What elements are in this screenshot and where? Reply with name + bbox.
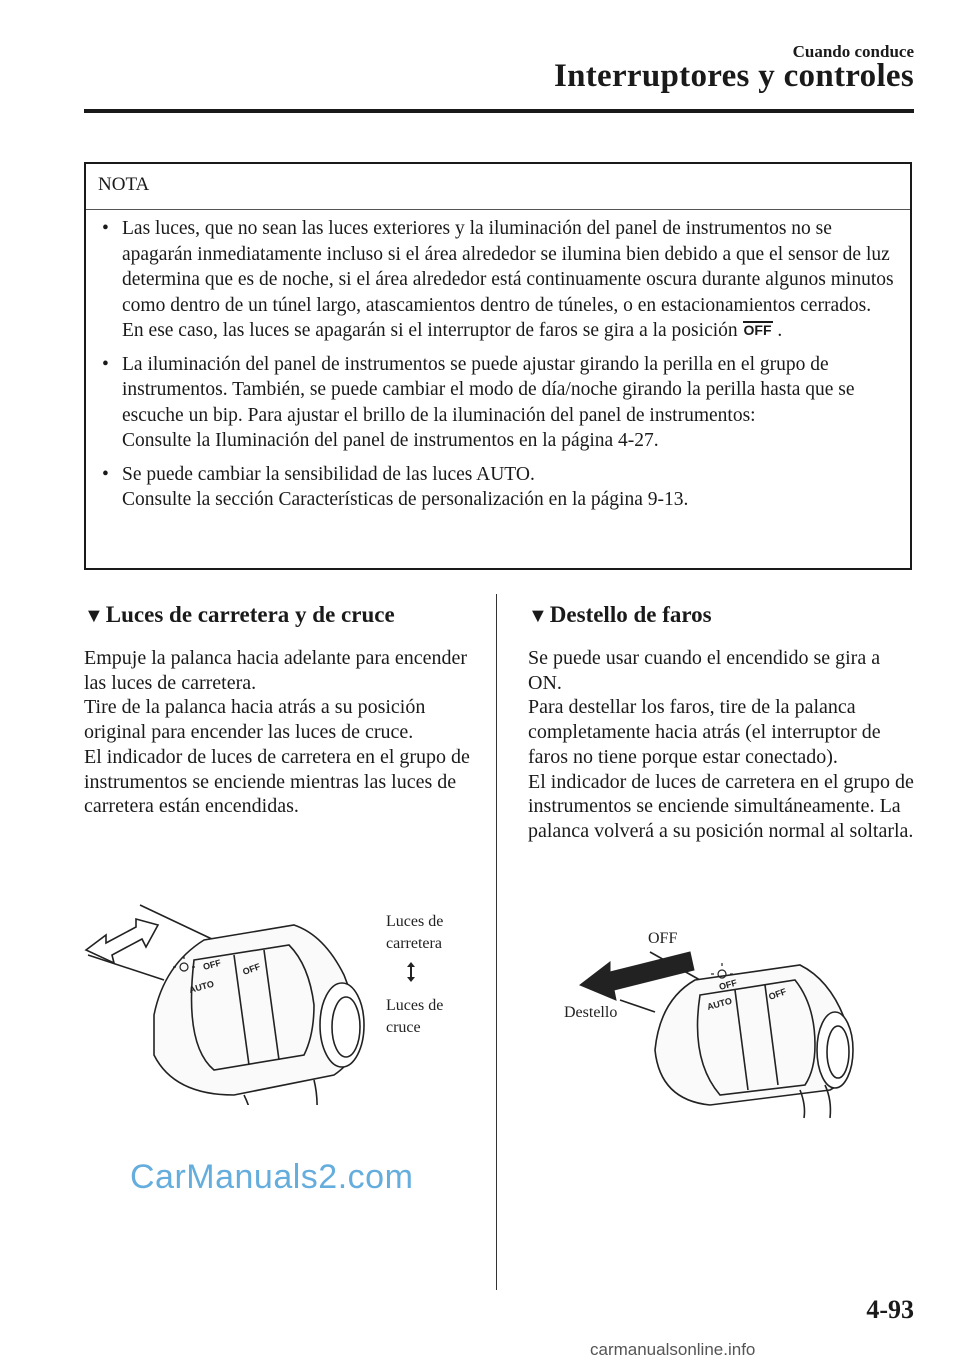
note-divider: [86, 209, 910, 210]
off-symbol: OFF: [743, 322, 772, 338]
lever-marking-off: OFF: [201, 957, 222, 972]
column-divider: [496, 594, 497, 1290]
paragraph: El indicador de luces de carretera en el grupo de instrumentos se enciende mientras las luces de carretera están encendidas.: [84, 745, 470, 818]
lever-marking-off: OFF: [767, 986, 788, 1002]
label-flash: Destello: [564, 1004, 618, 1021]
section-title-text: Luces de carretera y de cruce: [105, 602, 395, 627]
section-title-high-low-beam: [84, 602, 395, 628]
section-body: [84, 646, 484, 819]
leader-line: [88, 955, 164, 980]
header-rule: [84, 109, 914, 113]
paragraph: Empuje la palanca hacia adelante para encender las luces de carretera.: [84, 647, 468, 694]
lever-marking-auto: AUTO: [187, 978, 215, 995]
pull-arrow-icon: [580, 952, 694, 1000]
paragraph: Se puede usar cuando el encendido se gira a ON.: [528, 647, 881, 694]
label-high-beam: Luces de carretera: [386, 913, 444, 952]
paragraph: El indicador de luces de carretera en el grupo de instrumentos se enciende simultáneamente. La palanca volverá a su posición normal al soltarla.: [528, 770, 914, 842]
up-down-arrow-icon: [406, 962, 416, 982]
double-arrow-icon: [86, 919, 158, 963]
page-number: 4-93: [866, 1295, 914, 1324]
lever-marking-auto: AUTO: [705, 995, 733, 1012]
lever-marking-off: OFF: [717, 977, 738, 992]
header-section: Cuando conduce: [792, 42, 914, 61]
section-title-flash: [528, 602, 712, 628]
section-body: [528, 646, 916, 844]
lever-stalk: [244, 1095, 252, 1105]
note-item-line2: [122, 318, 896, 344]
lever-figure-high-low: [84, 895, 384, 1105]
lever-stalk: [314, 1080, 317, 1105]
note-box: [84, 162, 912, 570]
paragraph: Para destellar los faros, tire de la palanca completamente hacia atrás (el interruptor de faros no tiene porque estar conectado).: [528, 696, 881, 768]
note-title: NOTA: [98, 174, 150, 195]
note-item: [100, 352, 896, 454]
watermark: CarManuals2.com: [130, 1158, 414, 1196]
paragraph: Tire de la palanca hacia atrás a su posición original para encender las luces de cruce.: [84, 696, 426, 744]
footer-watermark: carmanualsonline.info: [590, 1340, 756, 1359]
note-item: [100, 216, 896, 344]
triangle-bullet-icon: ▼: [528, 605, 548, 627]
note-item-line2-text: En ese caso, las luces se apagarán si el interruptor de faros se gira a la posición: [122, 320, 738, 341]
section-title-text: Destello de faros: [549, 602, 712, 627]
lever-figure-flash: [570, 940, 860, 1120]
note-item-text: • La iluminación del panel de instrumentos se puede ajustar girando la perilla en el grupo de instrumentos. También, se puede cambiar el modo de día/noche girando la perilla hasta que se escuche un bip. Para ajustar el brillo de la iluminación del panel de instrumentos:: [122, 353, 855, 426]
note-item-line2: Consulte la Iluminación del panel de instrumentos en la página 4-27.: [122, 430, 659, 451]
note-item-text: • Se puede cambiar la sensibilidad de las luces AUTO.: [122, 463, 535, 485]
label-off: OFF: [648, 930, 678, 947]
note-item-line2: Consulte la sección Características de personalización en la página 9-13.: [122, 489, 689, 510]
note-list: [100, 214, 896, 513]
triangle-bullet-icon: ▼: [84, 605, 104, 627]
note-item-line2-end: .: [777, 320, 783, 341]
lever-marking-off: OFF: [241, 961, 262, 977]
note-item-text: • Las luces, que no sean las luces exteriores y la iluminación del panel de instrumentos no se apagarán inmediatamente incluso si el área alrededor se ilumina bien debido a que el sensor de luz determina que es de noche, si el área alrededor está continuamente oscura durante algunos minutos como dentro de un túnel largo, atascamientos dentro de túneles, o en estacionamientos cerrados.: [122, 218, 894, 316]
header-title: Interruptores y controles: [553, 58, 914, 94]
leader-line: [620, 1000, 655, 1012]
label-low-beam: Luces de cruce: [386, 997, 444, 1036]
lever-knob: [320, 983, 364, 1067]
note-item: [100, 462, 896, 513]
